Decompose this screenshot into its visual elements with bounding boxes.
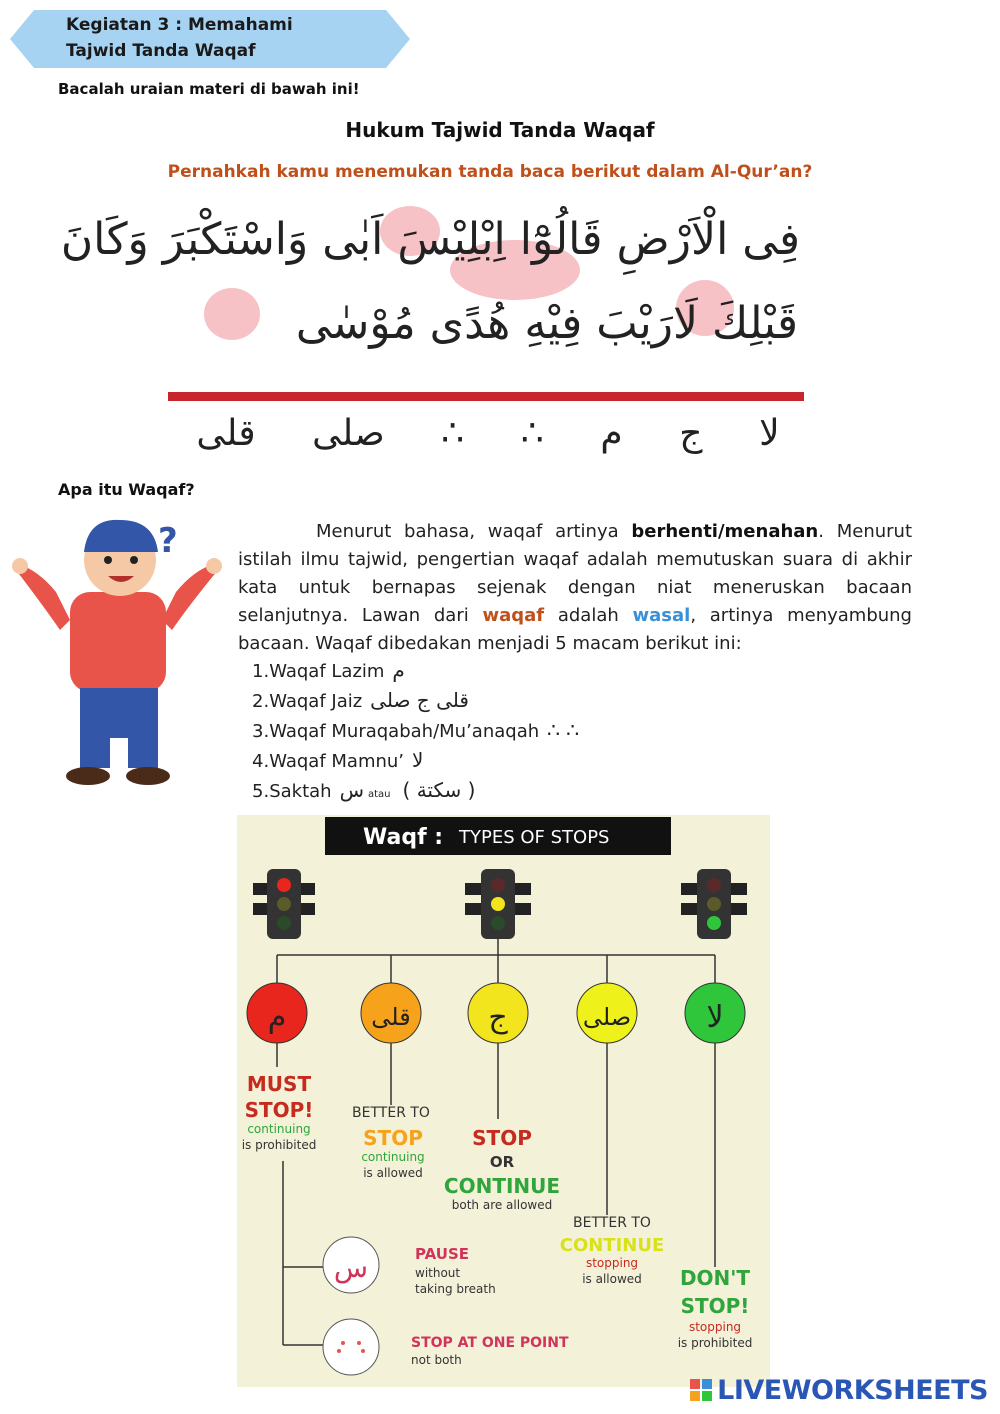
divider-bar [168, 392, 804, 401]
saktah-circle-label: س [333, 1251, 369, 1284]
list-item: 2.Waqaf Jaiz قلى ج صلى [252, 688, 469, 712]
one-point-sub: not both [411, 1353, 462, 1367]
must-text: MUST [246, 1072, 312, 1096]
svg-text:?: ? [158, 521, 178, 561]
waqaf-definition-paragraph [238, 518, 912, 658]
list-item: 5.Saktah س atau ( سكتة ) [252, 778, 476, 802]
term-waqaf: waqaf [482, 605, 545, 626]
liveworksheets-grid-icon [689, 1378, 713, 1402]
arabic-line-2: قَبْلِكَ لَارَيْبَ فِيْهِ هُدًى مُوْسٰى [295, 298, 798, 349]
waqaf-mark: م [600, 412, 623, 454]
activity-title-line2: Tajwid Tanda Waqaf [66, 41, 256, 61]
btc-sub1: stopping [585, 1256, 639, 1270]
para-text: , artinya menyambung bacaan. Waqaf dibedakan menjadi 5 macam berikut ini: [238, 605, 912, 654]
circle-mark-la-label: لا [706, 1000, 724, 1035]
term-wasal: wasal [632, 605, 691, 626]
para-text: . Menurut istilah ilmu tajwid, pengertian waqaf adalah memutuskan suara di akhir kata untuk bernapas sejenak dengan niat meneruskan bacaan selanjutnya. Lawan dari [238, 521, 912, 626]
para-text: adalah [544, 605, 633, 626]
thinking-boy-illustration [8, 512, 228, 792]
section-heading: Apa itu Waqaf? [58, 480, 195, 499]
dont-sub1: stopping [688, 1320, 742, 1334]
brand-text: LIVEWORKSHEETS [717, 1375, 988, 1406]
page-title: Hukum Tajwid Tanda Waqaf [345, 118, 655, 142]
quran-example-image [60, 200, 808, 462]
btc-sub2: is allowed [582, 1272, 642, 1286]
btc-continue-text: CONTINUE [559, 1235, 665, 1256]
para-text: Menurut bahasa, waqaf artinya [316, 521, 632, 542]
must-sub2: is prohibited [241, 1138, 317, 1152]
para-bold: berhenti/menahan [631, 521, 819, 542]
question-text: Pernahkah kamu menemukan tanda baca berikut dalam Al-Qur’an? [167, 162, 813, 182]
waqaf-mark: لا [759, 412, 780, 454]
bt-sub1: continuing [361, 1150, 425, 1164]
bt-sub2: is allowed [363, 1166, 423, 1180]
waqaf-mark: صلى [312, 412, 385, 454]
highlight-mark [204, 288, 260, 340]
arabic-line-1: فِى الْاَرْضِ قَالُوْٓا اِبْلِيْسَ اَبٰى وَاسْتَكْبَرَ وَكَانَ [60, 214, 800, 265]
list-item: 1.Waqaf Lazim م [252, 658, 405, 682]
better-to-text: BETTER TO [352, 1105, 430, 1121]
must-stop-text: STOP! [244, 1098, 314, 1122]
list-item: 4.Waqaf Mamnu’ لا [252, 748, 424, 772]
circle-mark-jim-label: ج [488, 1000, 508, 1035]
muanaqah-circle [323, 1319, 379, 1375]
must-sub1: continuing [247, 1122, 311, 1136]
soc-sub: both are allowed [451, 1198, 553, 1212]
soc-stop-text: STOP [472, 1126, 532, 1150]
circle-mark-qala-label: قلى [371, 1003, 411, 1031]
dont-stop-text: STOP! [680, 1294, 750, 1318]
instruction-text: Bacalah uraian materi di bawah ini! [58, 80, 360, 98]
waqaf-mark: ∴ [520, 412, 544, 454]
btc-better-text: BETTER TO [573, 1215, 651, 1231]
waqaf-types-list [252, 656, 579, 809]
waqaf-marks-row [168, 406, 808, 460]
poster-title-b: TYPES OF STOPS [459, 827, 610, 848]
activity-title-line1: Kegiatan 3 : Memahami [66, 15, 293, 35]
poster-title-a: Waqf : [363, 825, 444, 850]
liveworksheets-logo [689, 1375, 988, 1406]
circle-mark-lazim-label: م [267, 1000, 287, 1035]
soc-continue-text: CONTINUE [443, 1174, 561, 1198]
pause-sub2: taking breath [415, 1282, 496, 1296]
better-stop-text: STOP [363, 1126, 423, 1150]
pause-sub1: without [415, 1266, 461, 1280]
waqf-types-poster [237, 815, 770, 1387]
pause-text: PAUSE [415, 1245, 469, 1263]
soc-or-text: OR [489, 1153, 515, 1171]
one-point-text: STOP AT ONE POINT [411, 1335, 569, 1351]
dont-sub2: is prohibited [677, 1336, 753, 1350]
circle-mark-sala-label: صلى [582, 1003, 632, 1031]
activity-title [66, 12, 386, 64]
waqaf-mark: قلى [196, 412, 256, 454]
dont-text: DON'T [679, 1266, 751, 1290]
waqaf-mark: ∴ [441, 412, 465, 454]
waqaf-mark: ج [679, 412, 703, 454]
list-item: 3.Waqaf Muraqabah/Mu’anaqah ∴ ∴ [252, 718, 579, 742]
